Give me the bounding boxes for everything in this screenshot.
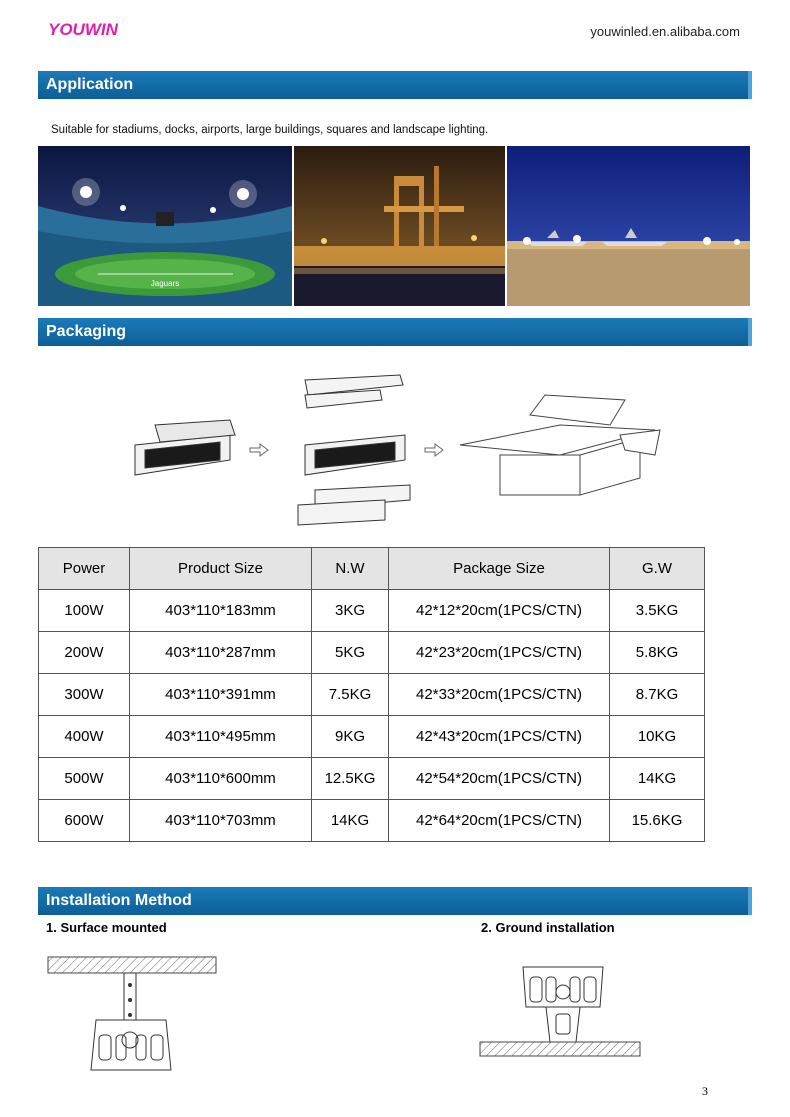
application-title: Application [46, 76, 134, 93]
cell-power: 200W [39, 632, 130, 674]
ground-installation-label: 2. Ground installation [481, 920, 615, 935]
floodlight-fixture-illustration [135, 420, 235, 475]
header-package-size: Package Size [389, 548, 610, 590]
surface-mount-diagram [46, 955, 221, 1075]
cell-nw: 9KG [312, 716, 389, 758]
ground-install-diagram [478, 962, 643, 1062]
stadium-banner: Jaguars [150, 279, 180, 288]
table-row [39, 758, 705, 800]
cell-product-size: 403*110*703mm [130, 800, 312, 842]
carton-box-illustration [460, 395, 660, 495]
cell-nw: 7.5KG [312, 674, 389, 716]
packaging-diagram [120, 360, 680, 535]
cell-package-size: 42*43*20cm(1PCS/CTN) [389, 716, 610, 758]
cell-gw: 14KG [610, 758, 705, 800]
cell-package-size: 42*12*20cm(1PCS/CTN) [389, 590, 610, 632]
cell-product-size: 403*110*183mm [130, 590, 312, 632]
cell-gw: 5.8KG [610, 632, 705, 674]
website-url: youwinled.en.alibaba.com [590, 24, 740, 39]
cell-package-size: 42*33*20cm(1PCS/CTN) [389, 674, 610, 716]
cell-power: 500W [39, 758, 130, 800]
cell-nw: 12.5KG [312, 758, 389, 800]
cell-power: 600W [39, 800, 130, 842]
arrow-right-icon [250, 444, 268, 456]
installation-title: Installation Method [46, 892, 192, 909]
brand-logo: YOUWIN [48, 20, 118, 39]
cell-package-size: 42*23*20cm(1PCS/CTN) [389, 632, 610, 674]
application-section-bar [38, 71, 752, 99]
airport-photo [507, 146, 750, 306]
stadium-photo [38, 146, 292, 306]
header-product-size: Product Size [130, 548, 312, 590]
cell-package-size: 42*54*20cm(1PCS/CTN) [389, 758, 610, 800]
table-row [39, 674, 705, 716]
spec-table [38, 547, 705, 842]
header-gw: G.W [610, 548, 705, 590]
packaging-section-bar [38, 318, 752, 346]
cell-gw: 10KG [610, 716, 705, 758]
arrow-right-icon [425, 444, 443, 456]
cell-product-size: 403*110*600mm [130, 758, 312, 800]
header-nw: N.W [312, 548, 389, 590]
cell-gw: 8.7KG [610, 674, 705, 716]
table-header-row [39, 548, 705, 590]
cell-package-size: 42*64*20cm(1PCS/CTN) [389, 800, 610, 842]
installation-section-bar [38, 887, 752, 915]
cell-nw: 14KG [312, 800, 389, 842]
cell-nw: 3KG [312, 590, 389, 632]
cell-gw: 3.5KG [610, 590, 705, 632]
packaging-title: Packaging [46, 323, 127, 340]
header-power: Power [39, 548, 130, 590]
page-number: 3 [702, 1084, 708, 1098]
table-row [39, 590, 705, 632]
cell-power: 100W [39, 590, 130, 632]
cell-product-size: 403*110*391mm [130, 674, 312, 716]
cell-gw: 15.6KG [610, 800, 705, 842]
cell-power: 400W [39, 716, 130, 758]
foam-packed-fixture-illustration [298, 375, 410, 525]
cell-nw: 5KG [312, 632, 389, 674]
application-description: Suitable for stadiums, docks, airports, large buildings, squares and landscape lighting. [51, 124, 489, 136]
table-row [39, 632, 705, 674]
cell-product-size: 403*110*495mm [130, 716, 312, 758]
cell-power: 300W [39, 674, 130, 716]
table-row [39, 716, 705, 758]
table-row [39, 800, 705, 842]
cell-product-size: 403*110*287mm [130, 632, 312, 674]
surface-mounted-label: 1. Surface mounted [46, 920, 167, 935]
dock-photo [294, 146, 505, 306]
